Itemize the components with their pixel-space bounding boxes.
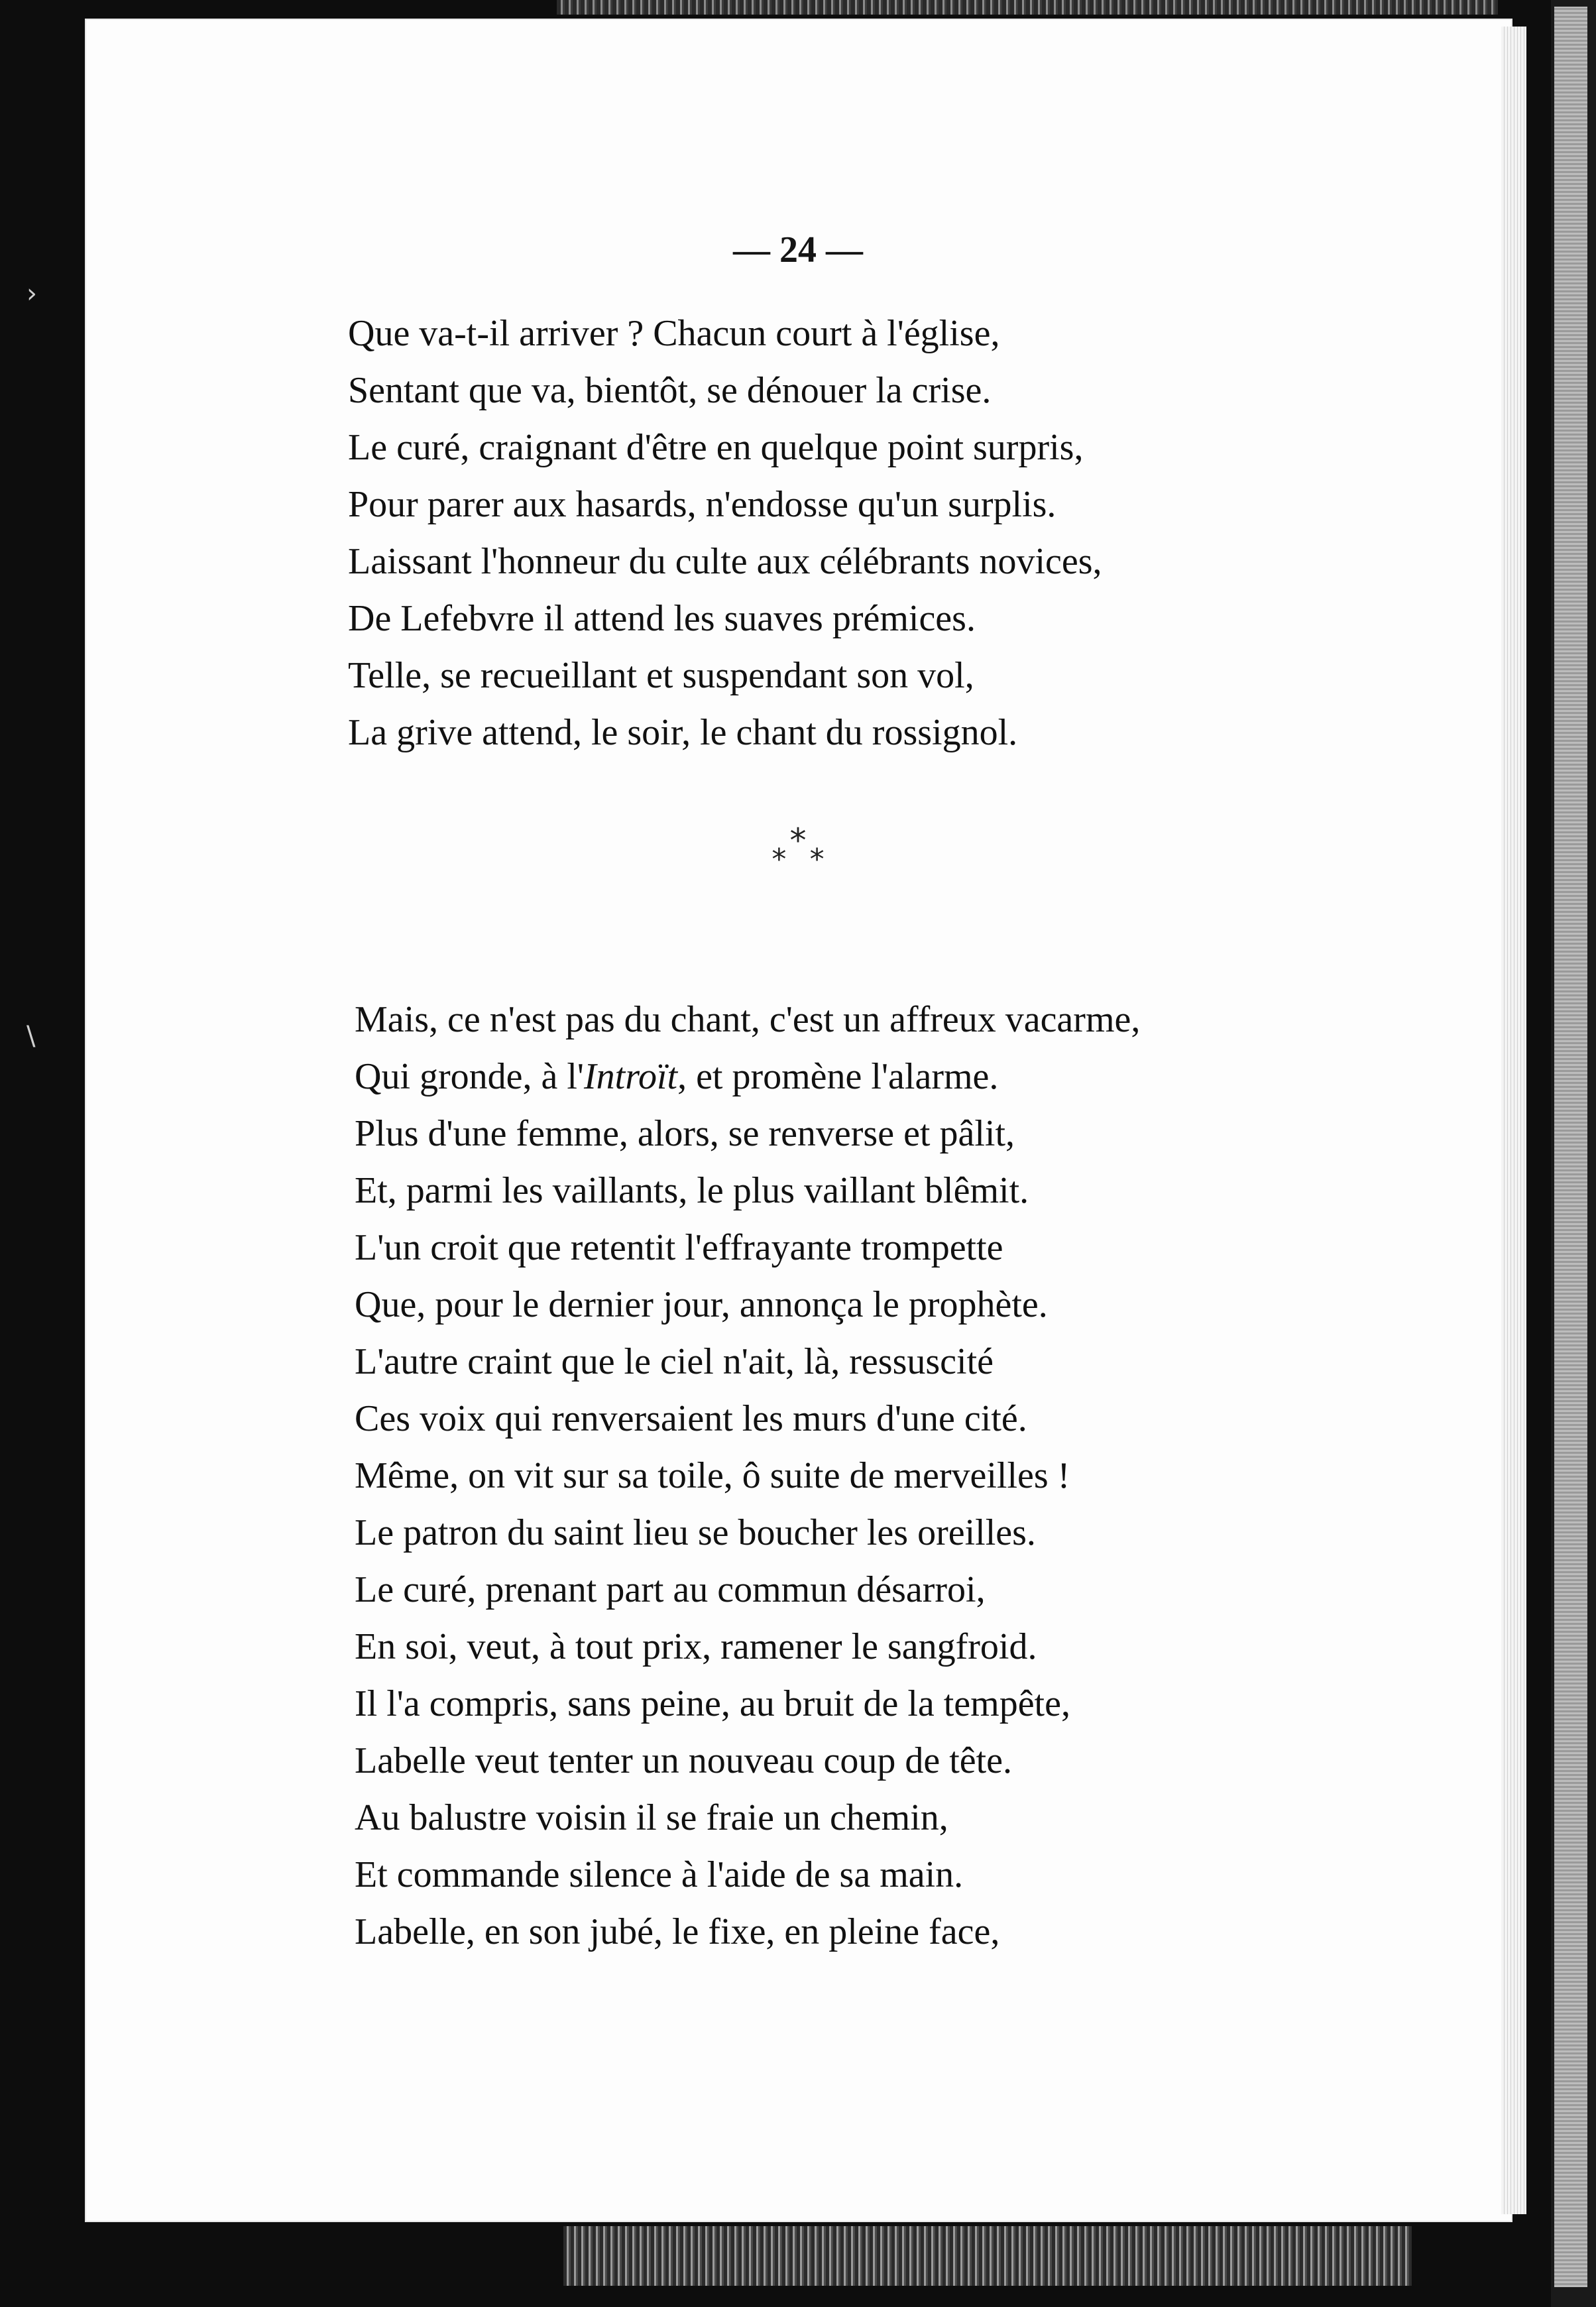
verse-line: Le curé, prenant part au commun désarroi, [355, 1569, 986, 1610]
scan-top-edge [557, 0, 1498, 15]
verse-line: Labelle veut tenter un nouveau coup de tête. [355, 1740, 1013, 1781]
page-stack-edge [1501, 27, 1526, 2214]
verse-line: Même, on vit sur sa toile, ô suite de merveilles ! [355, 1455, 1070, 1496]
verse-line: Et, parmi les vaillants, le plus vaillant blêmit. [355, 1170, 1029, 1211]
verse-line: Le curé, craignant d'être en quelque point surpris, [348, 427, 1084, 468]
verse-line: Et commande silence à l'aide de sa main. [355, 1854, 964, 1895]
verse-segment: Qui gronde, à l' [355, 1056, 585, 1097]
verse-line: Le patron du saint lieu se boucher les oreilles. [355, 1512, 1036, 1553]
asterism-ornament [0, 821, 1596, 877]
verse-line: En soi, veut, à tout prix, ramener le sangfroid. [355, 1626, 1037, 1667]
verse-line: Mais, ce n'est pas du chant, c'est un affreux vacarme, [355, 999, 1141, 1040]
verse-line: De Lefebvre il attend les suaves prémices. [348, 598, 976, 639]
asterism-star: * [809, 843, 825, 876]
scan-artifact-mark: › [27, 278, 37, 309]
verse-line: Au balustre voisin il se fraie un chemin, [355, 1797, 948, 1838]
verse-line: Que, pour le dernier jour, annonça le prophète. [355, 1284, 1048, 1325]
verse-line: Pour parer aux hasards, n'endosse qu'un surplis. [348, 484, 1056, 525]
verse-line: Sentant que va, bientôt, se dénouer la crise. [348, 370, 992, 411]
verse-line: La grive attend, le soir, le chant du rossignol. [348, 712, 1018, 753]
scan-right-edge-texture [1554, 7, 1587, 2287]
verse-line: Telle, se recueillant et suspendant son vol, [348, 655, 974, 696]
verse-line: Que va-t-il arriver ? Chacun court à l'église, [348, 313, 1000, 354]
stanza-2 [355, 991, 1140, 1960]
verse-line: Ces voix qui renversaient les murs d'une cité. [355, 1398, 1027, 1439]
verse-italic-word: Introït [584, 1056, 678, 1097]
page-number: — 24 — [733, 229, 863, 270]
scan-bottom-edge [563, 2226, 1412, 2286]
verse-line: L'un croit que retentit l'effrayante trompette [355, 1227, 1003, 1268]
stanza-1 [348, 305, 1102, 761]
verse-line: Labelle, en son jubé, le fixe, en pleine face, [355, 1911, 1000, 1952]
verse-line: Il l'a compris, sans peine, au bruit de la tempête, [355, 1683, 1070, 1724]
verse-line [355, 1048, 1140, 1105]
scan-artifact-mark: \ [27, 1021, 36, 1051]
verse-segment: , et promène l'alarme. [677, 1056, 999, 1097]
asterism-star: * [789, 821, 807, 860]
asterism-star: * [771, 843, 787, 876]
verse-line: Plus d'une femme, alors, se renverse et pâlit, [355, 1113, 1015, 1154]
verse-line: L'autre craint que le ciel n'ait, là, ressuscité [355, 1341, 994, 1382]
verse-line: Laissant l'honneur du culte aux célébrants novices, [348, 541, 1102, 582]
